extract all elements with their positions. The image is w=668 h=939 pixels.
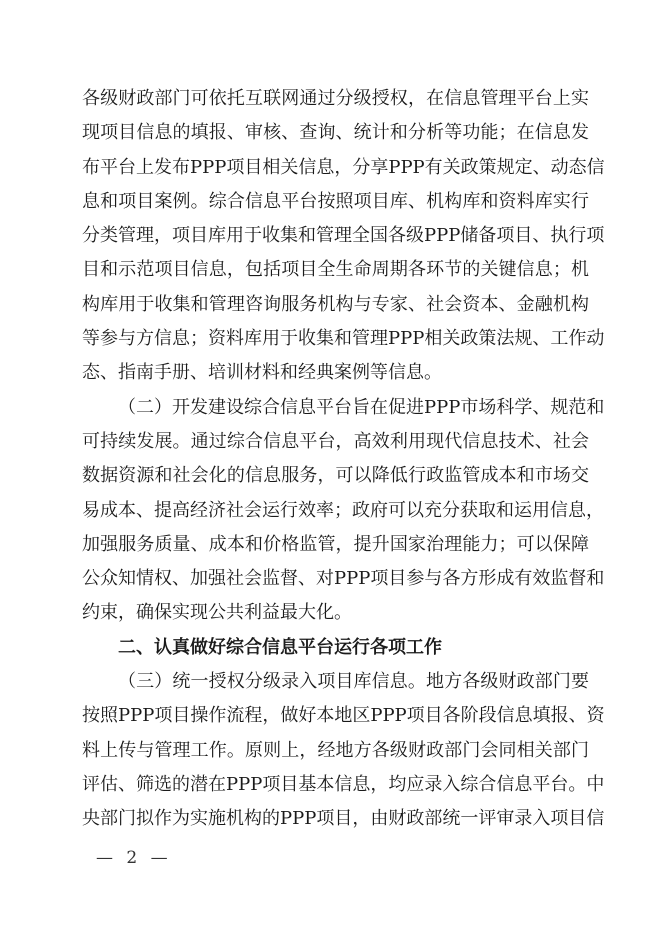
text-line: 公众知情权、加强社会监督、对PPP项目参与各方形成有效监督和 [82,568,605,590]
text-line: 构库用于收集和管理咨询服务机构与专家、社会资本、金融机构 [82,293,589,315]
text-line: 目和示范项目信息，包括项目全生命周期各环节的关键信息；机 [82,259,589,281]
page-number: — 2 — [96,848,172,868]
text-line: 等参与方信息；资料库用于收集和管理PPP相关政策法规、工作动 [82,328,605,350]
text-line: 可持续发展。通过综合信息平台，高效利用现代信息技术、社会 [82,430,589,452]
text-line: （二）开发建设综合信息平台旨在促进PPP市场科学、规范和 [118,396,605,418]
text-line: 央部门拟作为实施机构的PPP项目，由财政部统一评审录入项目信 [82,808,605,830]
text-line: （三）统一授权分级录入项目库信息。地方各级财政部门要 [118,671,589,693]
document-body [82,82,605,837]
text-line: 现项目信息的填报、审核、查询、统计和分析等功能；在信息发 [82,122,589,144]
paragraph-2 [82,391,605,631]
text-line: 布平台上发布PPP项目相关信息，分享PPP有关政策规定、动态信 [82,156,605,178]
text-line: 态、指南手册、培训材料和经典案例等信息。 [82,362,442,384]
paragraph-1 [82,82,605,391]
text-line: 料上传与管理工作。原则上，经地方各级财政部门会同相关部门 [82,739,589,761]
text-line: 分类管理，项目库用于收集和管理全国各级PPP储备项目、执行项 [82,225,605,247]
text-line: 按照PPP项目操作流程，做好本地区PPP项目各阶段信息填报、资 [82,705,605,727]
paragraph-3 [82,665,605,836]
text-line: 各级财政部门可依托互联网通过分级授权，在信息管理平台上实 [82,88,589,109]
text-line: 数据资源和社会化的信息服务，可以降低行政监管成本和市场交 [82,465,589,487]
text-line: 息和项目案例。综合信息平台按照项目库、机构库和资料库实行 [82,190,589,212]
text-line: 易成本、提高经济社会运行效率；政府可以充分获取和运用信息， [82,499,604,521]
section-heading: 二、认真做好综合信息平台运行各项工作 [118,636,442,658]
text-line: 评估、筛选的潜在PPP项目基本信息，均应录入综合信息平台。中 [82,773,605,795]
text-line: 约束，确保实现公共利益最大化。 [82,602,352,624]
text-line: 加强服务质量、成本和价格监管，提升国家治理能力；可以保障 [82,533,589,555]
